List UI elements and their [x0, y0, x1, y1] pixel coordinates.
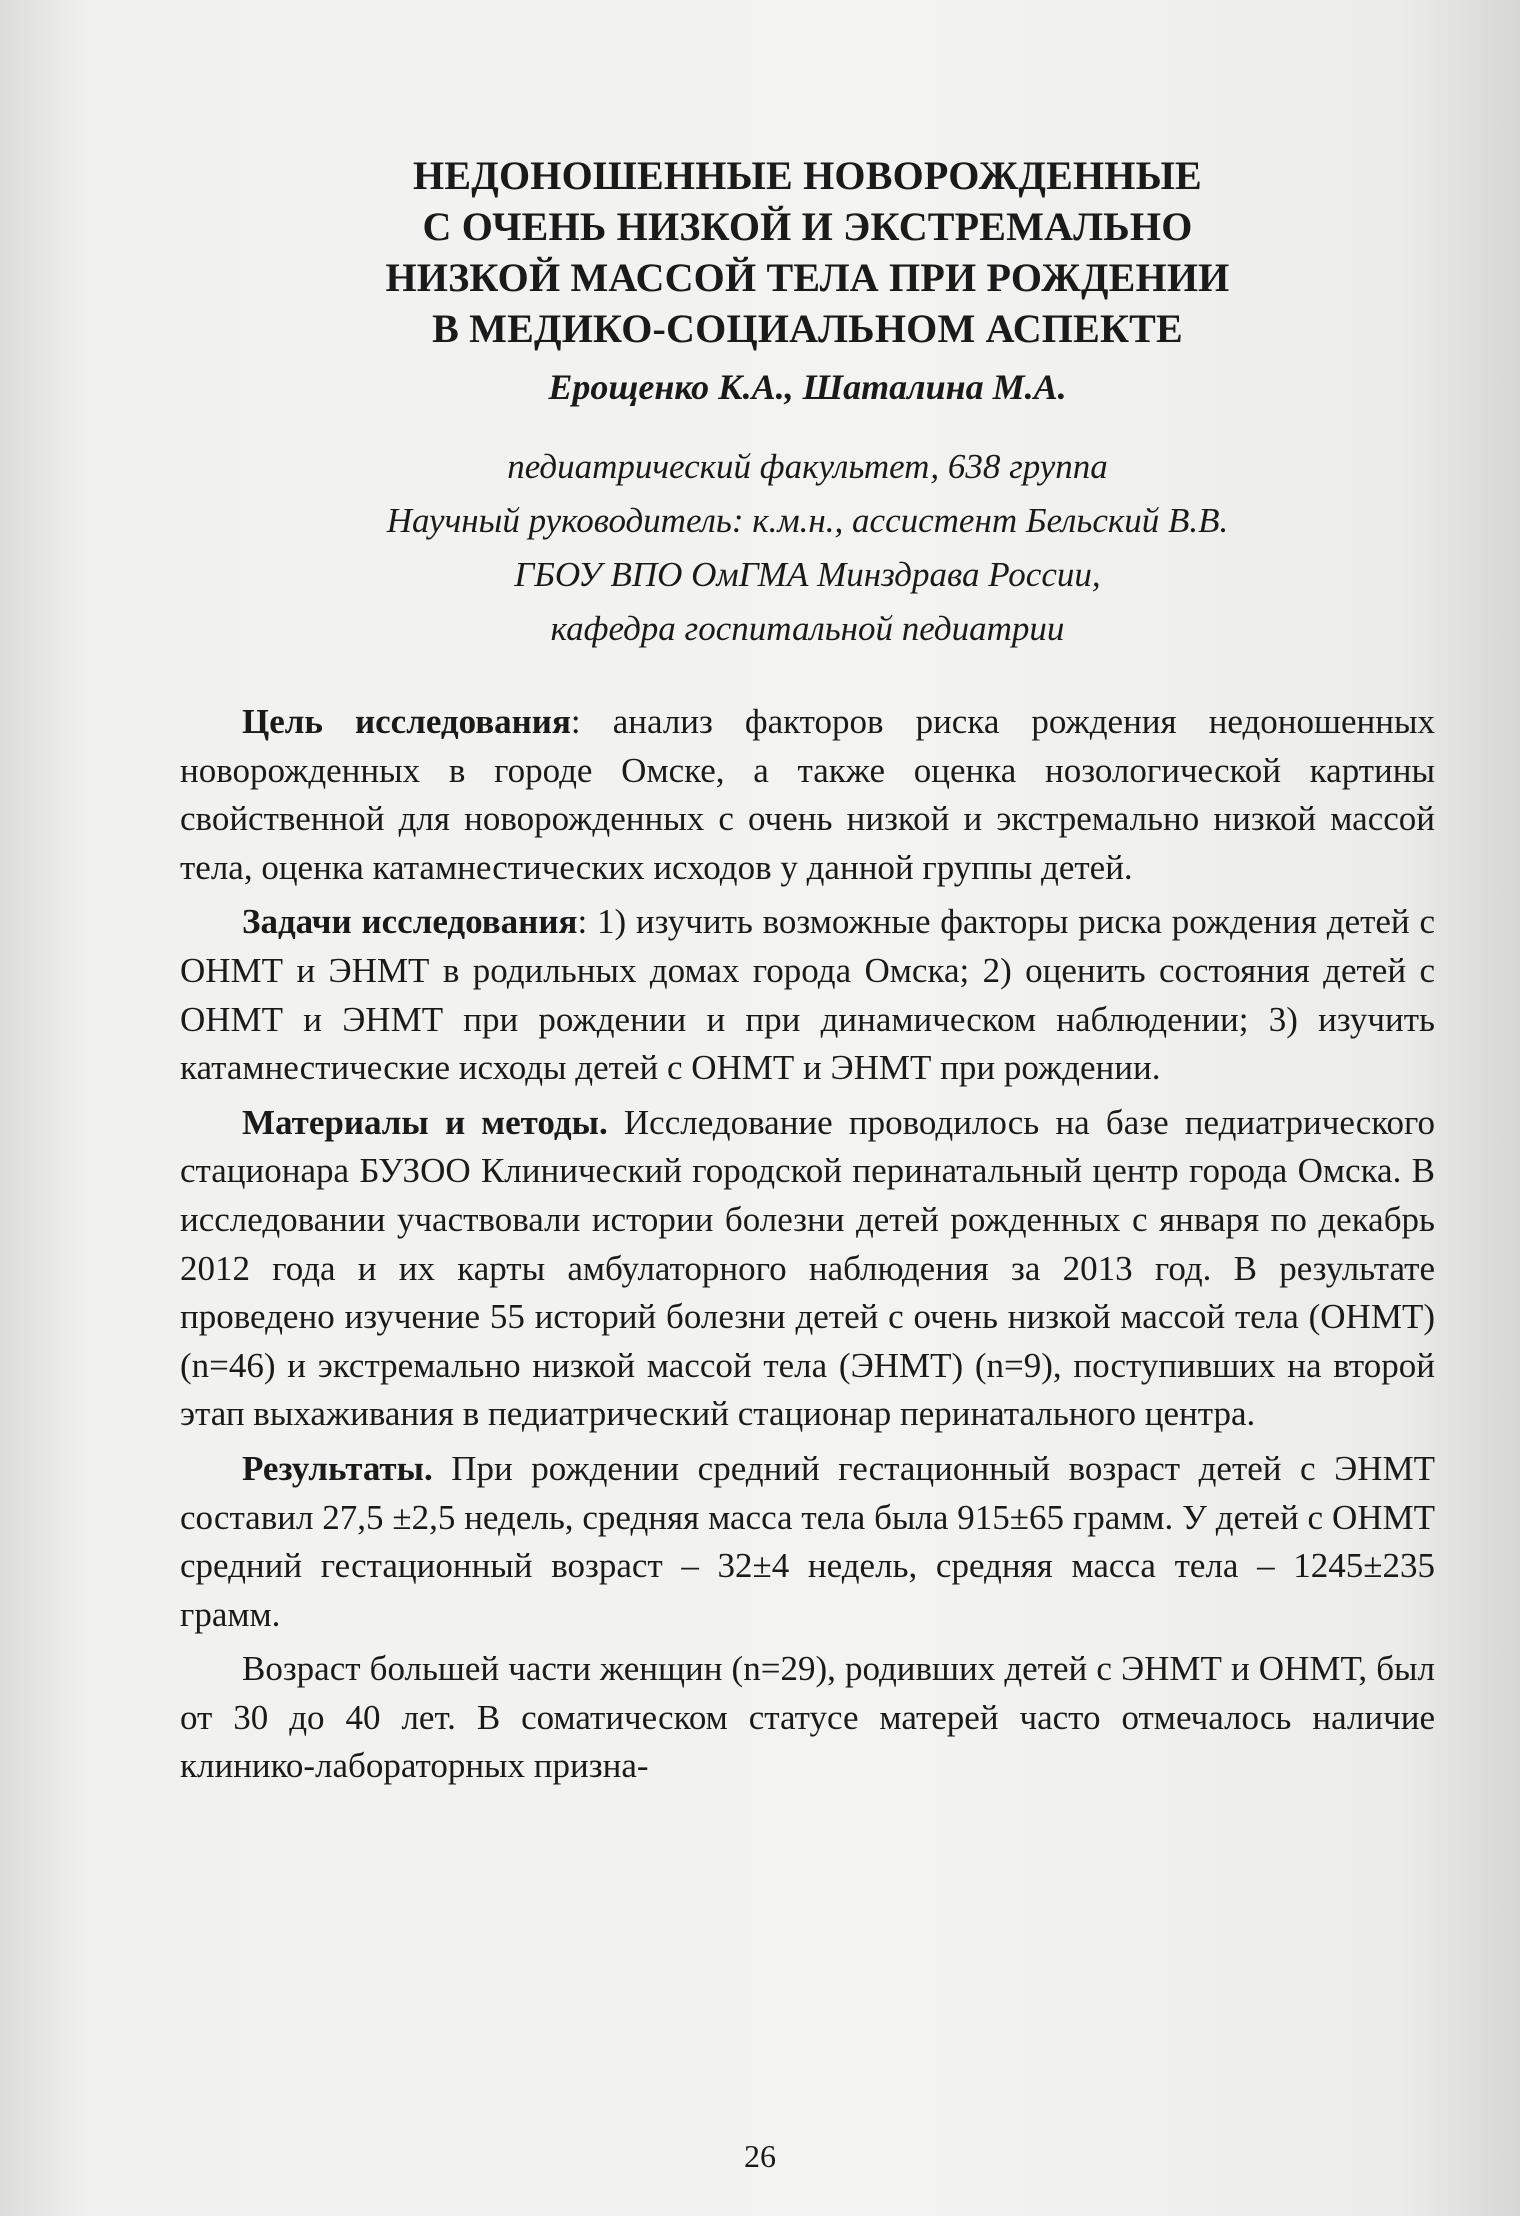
- affiliation-line: педиатрический факультет, 638 группа: [507, 447, 1108, 486]
- paragraph-text: : анализ факторов риска рождения недоношенных новорожденных в городе Омске, а также оценка нозологической картины свойственной для новорожденных с очень низкой и экстремально низкой массой тела, оценка катамнестических исходов у данной группы детей.: [180, 702, 1435, 887]
- title-line: В МЕДИКО-СОЦИАЛЬНОМ АСПЕКТЕ: [432, 306, 1183, 351]
- page-number: 26: [744, 2138, 776, 2174]
- paragraph-text: Возраст большей части женщин (n=29), родивших детей с ЭНМТ и ОНМТ, был от 30 до 40 лет. В соматическом статусе матерей часто отмечалось наличие клинико-лабораторных призна-: [180, 1649, 1435, 1786]
- paragraph-methods: [180, 1099, 1435, 1439]
- authors: Ерощенко К.А., Шаталина М.А.: [548, 367, 1067, 407]
- paragraph-text: Исследование проводилось на базе педиатрического стационара БУЗОО Клинический городской перинатальный центр города Омска. В исследовании участвовали истории болезни детей рожденных с января по декабрь 2012 года и их карты амбулаторного наблюдения за 2013 год. В результате проведено изучение 55 историй болезни детей с очень низкой массой тела (ОНМТ) (n=46) и экстремально низкой массой тела (ЭНМТ) (n=9), поступивших на второй этап выхаживания в педиатрический стационар перинатального центра.: [180, 1102, 1435, 1434]
- affiliation-line: кафедра госпитальной педиатрии: [550, 609, 1065, 648]
- paragraph-heading: Цель исследования: [242, 702, 571, 741]
- article-body: [180, 698, 1435, 1791]
- paragraph-results: [180, 1445, 1435, 1639]
- affiliation-line: Научный руководитель: к.м.н., ассистент Бельский В.В.: [386, 501, 1229, 540]
- article: [180, 150, 1435, 1797]
- paragraph-heading: Материалы и методы.: [242, 1102, 608, 1142]
- paragraph-tasks: [180, 898, 1435, 1092]
- paragraph-heading: Задачи исследования: [242, 902, 578, 942]
- title-line: С ОЧЕНЬ НИЗКОЙ И ЭКСТРЕМАЛЬНО: [422, 204, 1193, 249]
- article-title: [180, 150, 1435, 354]
- paragraph-text: При рождении средний гестационный возраст детей с ЭНМТ составил 27,5 ±2,5 недель, средняя масса тела была 915±65 грамм. У детей с ОНМТ средний гестационный возраст – 32±4 недель, средняя масса тела – 1245±235 грамм.: [180, 1448, 1435, 1634]
- paragraph-age: [180, 1645, 1435, 1791]
- title-line: НИЗКОЙ МАССОЙ ТЕЛА ПРИ РОЖДЕНИИ: [385, 255, 1230, 300]
- paragraph-heading: Результаты.: [242, 1448, 433, 1488]
- affiliation-line: ГБОУ ВПО ОмГМА Минздрава России,: [514, 555, 1101, 594]
- paragraph-goal: [180, 698, 1435, 892]
- affiliation: [180, 440, 1435, 656]
- title-line: НЕДОНОШЕННЫЕ НОВОРОЖДЕННЫЕ: [413, 153, 1202, 198]
- paragraph-text: : 1) изучить возможные факторы риска рождения детей с ОНМТ и ЭНМТ в родильных домах города Омска; 2) оценить состояния детей с ОНМТ и ЭНМТ при рождении и при динамическом наблюдении; 3) изучить катамнестические исходы детей с ОНМТ и ЭНМТ при рождении.: [180, 902, 1435, 1088]
